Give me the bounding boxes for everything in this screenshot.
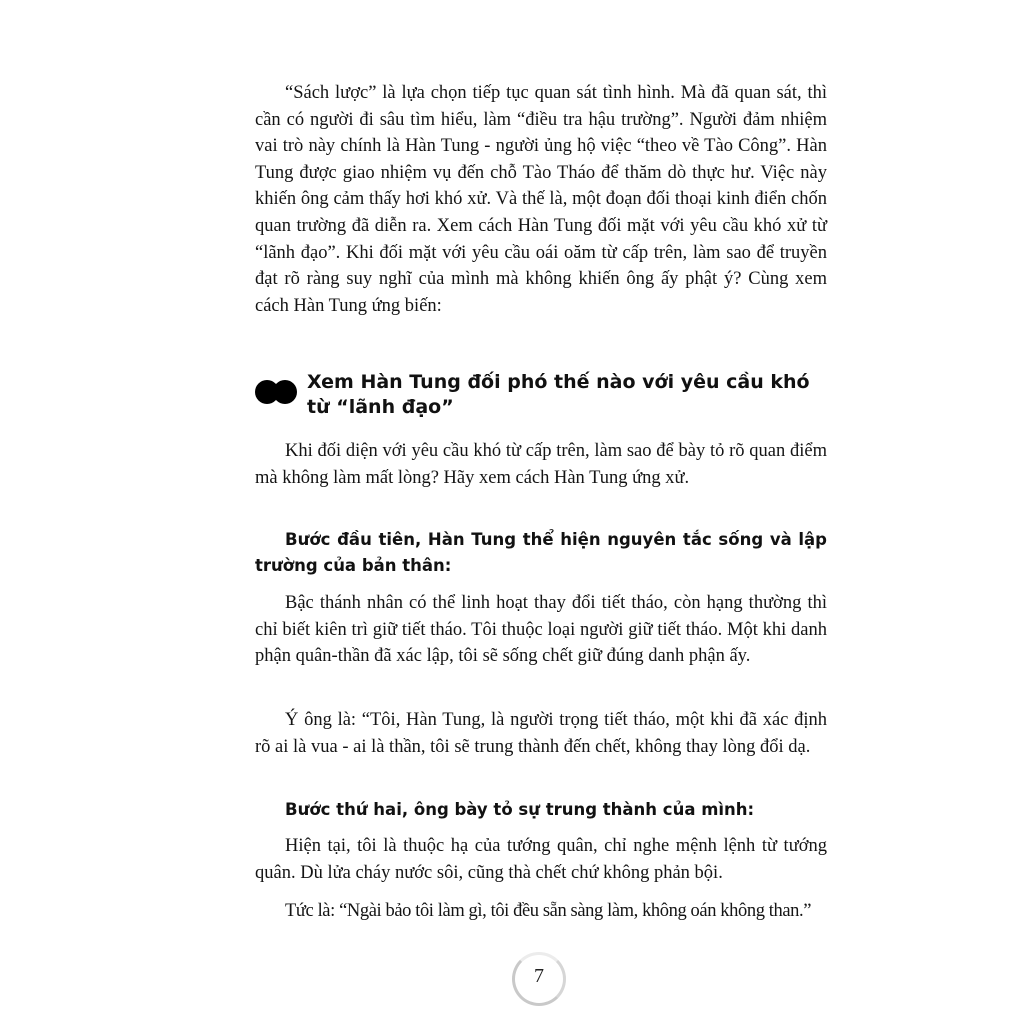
double-circle-bullet-icon xyxy=(255,380,297,404)
step2-heading: Bước thứ hai, ông bày tỏ sự trung thành của mình: xyxy=(285,800,755,819)
section-heading: Xem Hàn Tung đối phó thế nào với yêu cầu khó từ “lãnh đạo” xyxy=(307,371,810,418)
page-number-badge xyxy=(512,952,568,1008)
step2-quote-paragraph: Hiện tại, tôi là thuộc hạ của tướng quân, chỉ nghe mệnh lệnh từ tướng quân. Dù lửa cháy nước sôi, cũng thà chết chứ không phản bội. xyxy=(255,836,827,883)
step1-explain-paragraph: Ý ông là: “Tôi, Hàn Tung, là người trọng tiết tháo, một khi đã xác định rõ ai là vua - ai là thần, tôi sẽ trung thành đến chết, không thay lòng đổi dạ. xyxy=(255,710,827,757)
section-intro-paragraph: Khi đối diện với yêu cầu khó từ cấp trên, làm sao để bày tỏ rõ quan điểm mà không làm mất lòng? Hãy xem cách Hàn Tung ứng xử. xyxy=(255,441,827,488)
section-heading-block xyxy=(255,370,827,430)
step1-quote-paragraph: Bậc thánh nhân có thể linh hoạt thay đổi tiết tháo, còn hạng thường thì chỉ biết kiên trì giữ tiết tháo. Tôi thuộc loại người giữ tiết tháo. Một khi danh phận quân-thần đã xác lập, tôi sẽ sống chết giữ đúng danh phận ấy. xyxy=(255,593,827,667)
step2-explain-paragraph: Tức là: “Ngài bảo tôi làm gì, tôi đều sẵn sàng làm, không oán không than.” xyxy=(285,901,812,921)
page-number: 7 xyxy=(534,965,544,987)
step1-heading: Bước đầu tiên, Hàn Tung thể hiện nguyên tắc sống và lập trường của bản thân: xyxy=(255,530,827,575)
intro-paragraph: “Sách lược” là lựa chọn tiếp tục quan sát tình hình. Mà đã quan sát, thì cần có người đi sâu tìm hiểu, làm “điều tra hậu trường”. Người đảm nhiệm vai trò này chính là Hàn Tung - người ủng hộ việc “theo về Tào Công”. Hàn Tung được giao nhiệm vụ đến chỗ Tào Tháo để thăm dò thực hư. Việc này khiến ông cảm thấy hơi khó xử. Và thế là, một đoạn đối thoại kinh điển chốn quan trường đã diễn ra. Xem cách Hàn Tung đối mặt với yêu cầu khó xử từ “lãnh đạo”. Khi đối mặt với yêu cầu oái oăm từ cấp trên, làm sao để truyền đạt rõ ràng suy nghĩ của mình mà không khiến ông ấy phật ý? Cùng xem cách Hàn Tung ứng biến: xyxy=(255,83,827,316)
